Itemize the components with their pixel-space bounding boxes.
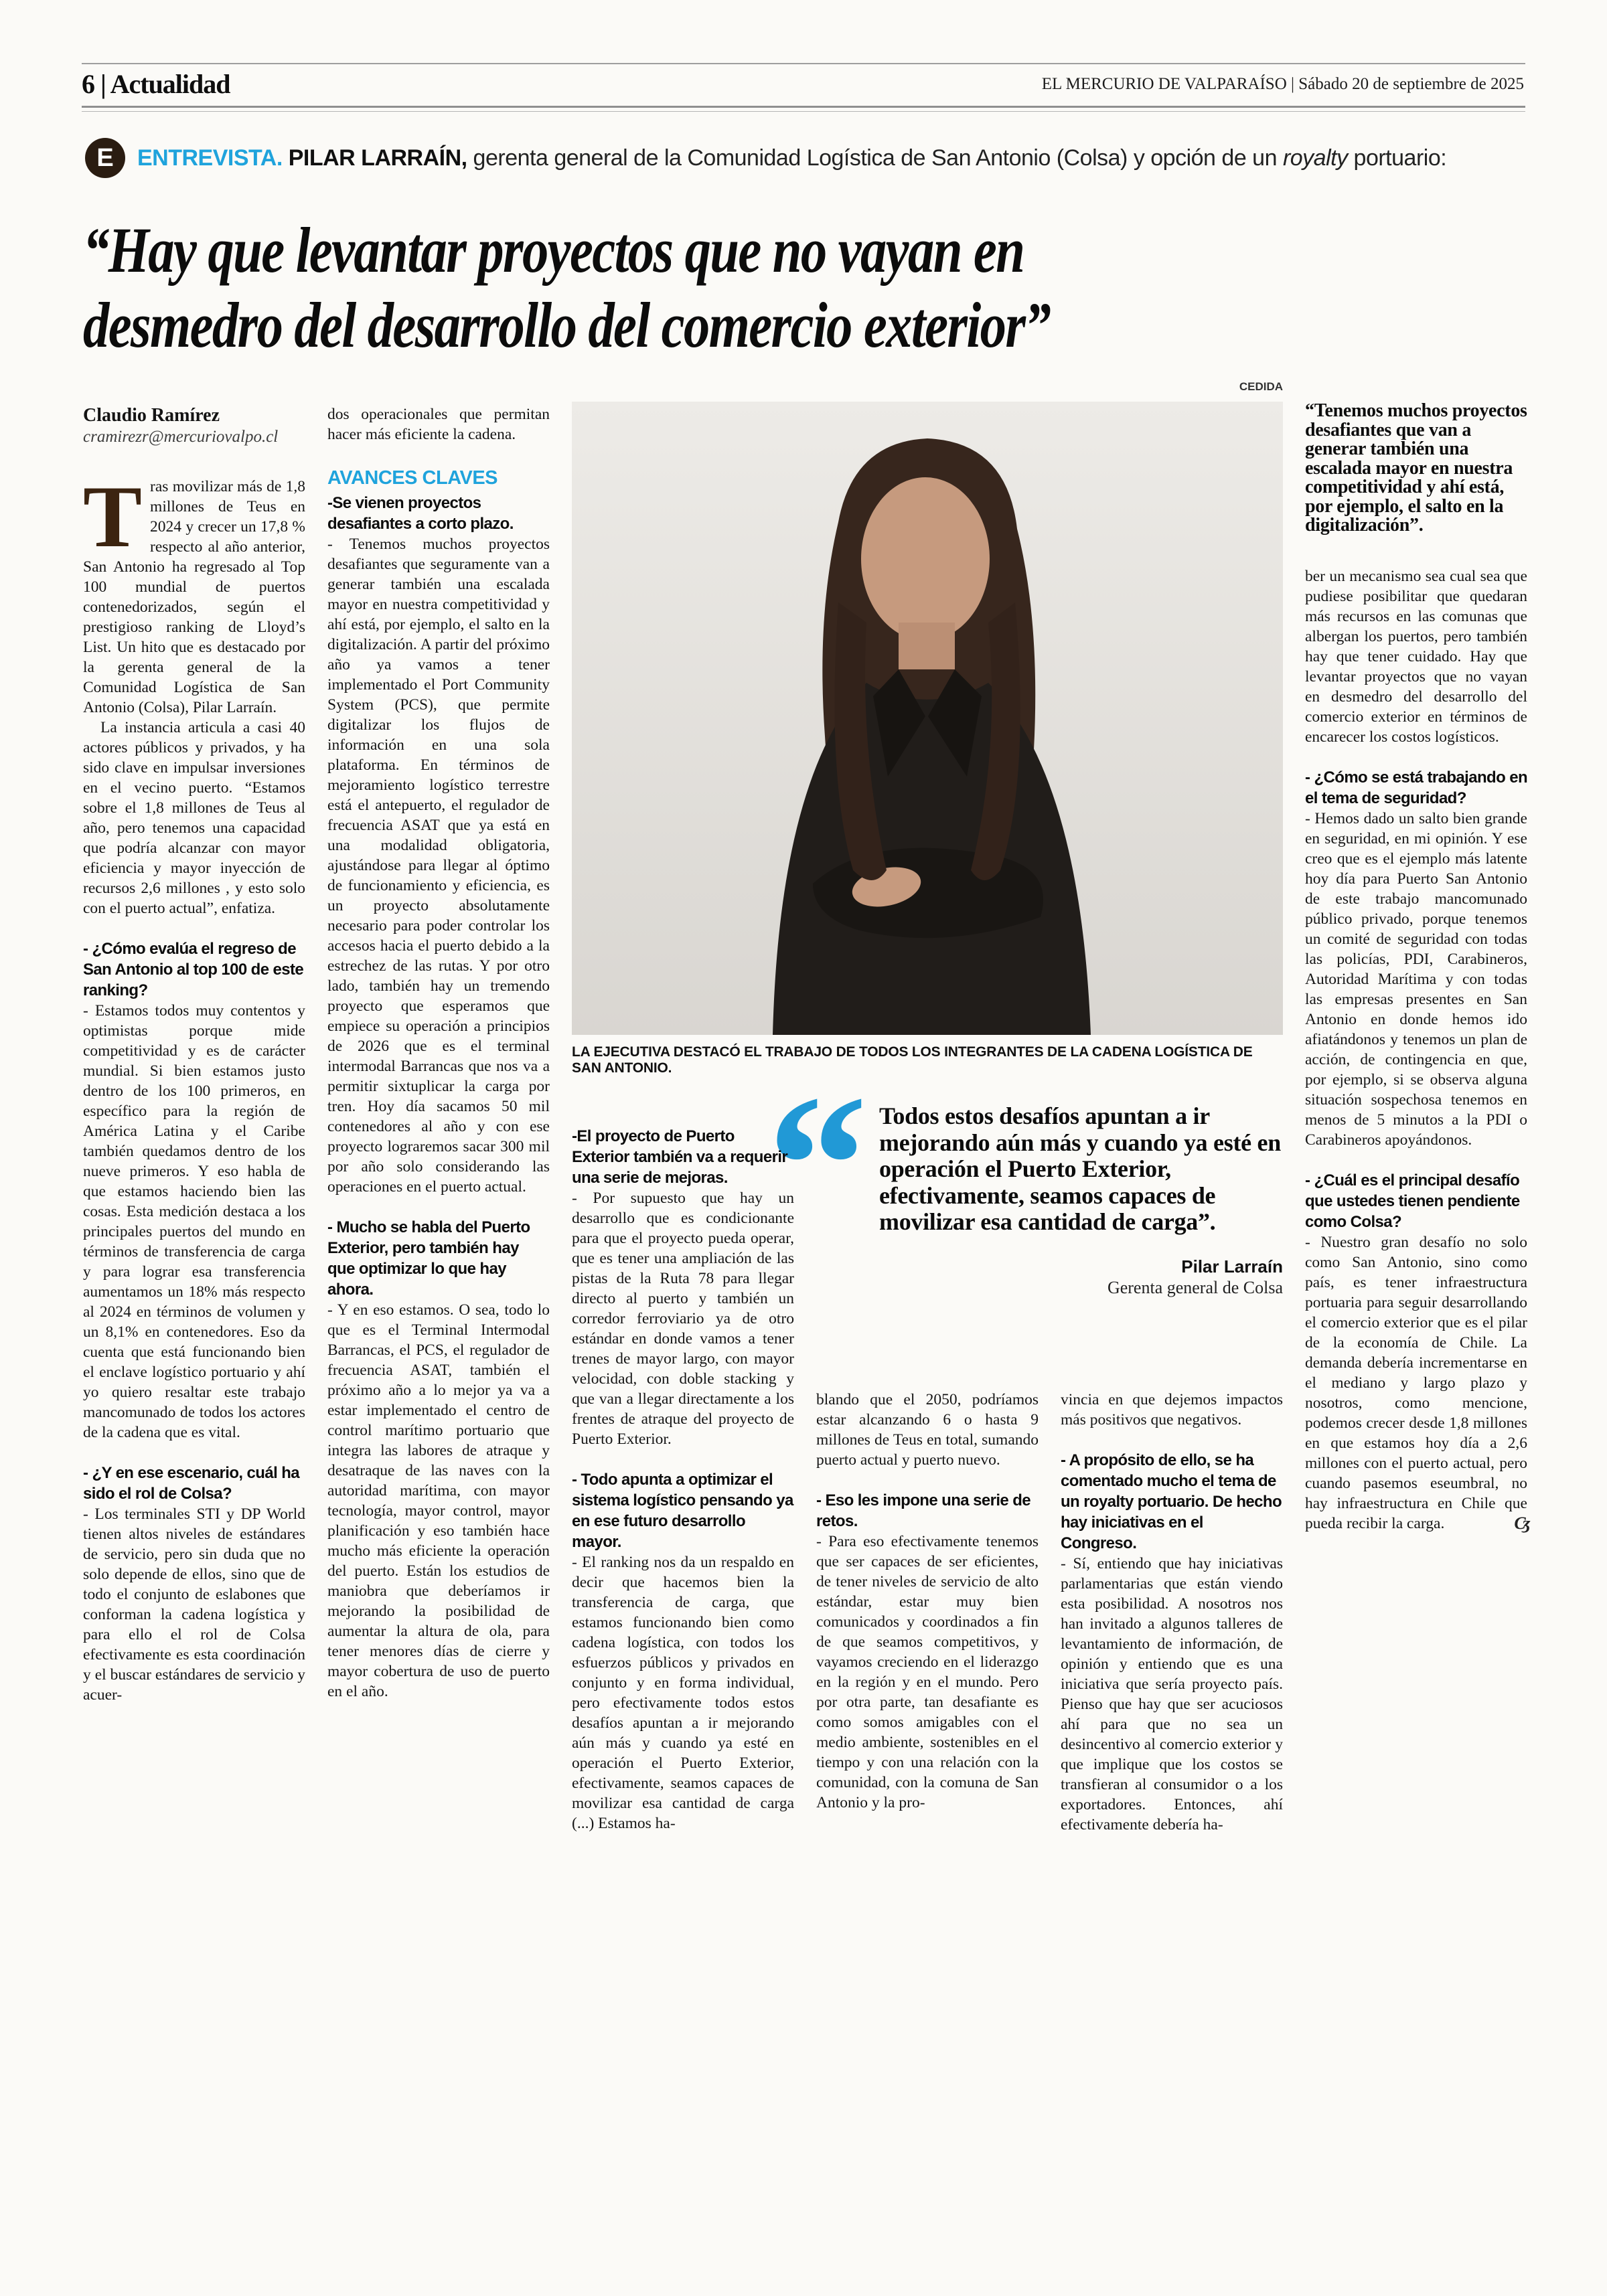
paragraph: vincia en que dejemos impactos más positivos que negativos.: [1061, 1391, 1283, 1428]
edition-dateline: EL MERCURIO DE VALPARAÍSO | Sábado 20 de septiembre de 2025: [1041, 75, 1524, 93]
interview-question: - Mucho se habla del Puerto Exterior, pero también hay que optimizar lo que hay ahora.: [327, 1218, 530, 1299]
badge-letter: E: [96, 143, 114, 172]
kicker-royalty-italic: royalty: [1282, 145, 1348, 171]
paragraph: - Para eso efectivamente tenemos que ser capaces de ser eficientes, de tener niveles de servicio de alto estándar, estar muy bien comunicados y coordinados a fin de que seamos competitivos, y vayamos creciendo en el liderazgo en la región y en el mundo. Pero por otra parte, tan desafiante es como somos amigables con el medio ambiente, sostenibles en el tiempo y con una relación con la comunidad, con la comuna de San Antonio y la pro-: [816, 1533, 1039, 1811]
paragraph: dos operacionales que permitan hacer más eficiente la cadena.: [327, 406, 550, 443]
interview-question: - ¿Cómo se está trabajando en el tema de seguridad?: [1305, 768, 1528, 807]
paragraph: Tras movilizar más de 1,8 millones de Teus en 2024 y crecer un 17,8 % respecto al año anterior, San Antonio ha regresado al Top 100 mundial de puertos contenedorizados, según el prestigioso ranking de Lloyd’s List. Un hito que es destacado por la gerenta general de la Comunidad Logística de San Antonio (Colsa), Pilar Larraín.: [83, 467, 305, 716]
column-3: [572, 1106, 794, 1833]
interview-question: - Todo apunta a optimizar el sistema logístico pensando ya en ese futuro desarrollo mayor.: [572, 1471, 793, 1551]
interview-question: -Se vienen proyectos desafiantes a corto plazo.: [327, 494, 514, 533]
kicker: [85, 138, 1446, 178]
column-5: [1061, 1390, 1283, 1835]
paragraph: - El ranking nos da un respaldo en decir que hacemos bien la transferencia de carga, que estamos funcionando bien como cadena logística, con todos los esfuerzos públicos y privados en conjunto y en forma individual, pero efectivamente todos estos desafíos apuntan a ir mejorando aún más y cuando ya esté en operación el Puerto Exterior, efectivamente, seamos capaces de movilizar esa cantidad de carga (...) Estamos ha-: [572, 1554, 794, 1832]
column-4: [816, 1390, 1039, 1813]
divider-rule: [82, 106, 1525, 108]
interview-question: - A propósito de ello, se ha comentado mucho el tema de un royalty portuario. De hecho hay iniciativas en el Congreso.: [1061, 1451, 1282, 1552]
byline-email: cramirezr@mercuriovalpo.cl: [83, 428, 279, 446]
headline-line1: “Hay que levantar proyectos que no vayan en: [83, 214, 1024, 286]
section-subhead: AVANCES CLAVES: [327, 467, 498, 489]
center-pull-quote-text: Todos estos desafíos apuntan a ir mejorando aún más y cuando ya esté en operación el Puerto Exterior, efectivamente, seamos capaces de movilizar esa cantidad de carga”.: [879, 1102, 1281, 1235]
interview-question: - Eso les impone una serie de retos.: [816, 1491, 1031, 1530]
column-1: [83, 404, 305, 1705]
paragraph: - Y en eso estamos. O sea, todo lo que es el Terminal Intermodal Barrancas, el PCS, el regulador de frecuencia ASAT, también el próximo año a lo mejor ya va a estar implementado el centro de control marítimo portuario que integra las labores de atraque y desatraque de las naves con la autoridad marítima, con mayor tecnología, mayor control, mayor planificación y eso también hace mucho más eficiente la operación del puerto. Están los estudios de maniobra que deberíamos ir mejorando la posibilidad de aumentar la altura de ola, para tener menores días de cierre y mayor cobertura de uso de puerto en el año.: [327, 1301, 550, 1700]
drop-cap: T: [83, 467, 143, 566]
center-pull-quote: [767, 1054, 1283, 1299]
kicker-name: PILAR LARRAÍN,: [282, 145, 467, 171]
end-mark-icon: Cʒ: [1514, 1513, 1527, 1533]
paragraph: - Estamos todos muy contentos y optimistas porque mide competitividad y es de carácter mundial. Si bien estamos justo dentro de los 100 primeros, en específico para la región de América Latina y el Caribe también quedamos dentro de los nueve primeros. Y eso habla de que estamos haciendo bien las cosas. Esta medición destaca a los principales puertos del mundo en términos de transferencia de carga y para lograr esa transferencia aumentamos un 18% más respecto al 2024 en términos de volumen y un 8,1% en contenedores. Eso da cuenta que está funcionando bien el enclave logístico portuario y ahí yo quiero resaltar este trabajo mancomunado de todos los actores de la cadena que es vital.: [83, 1002, 305, 1441]
divider-rule-thin: [82, 111, 1525, 112]
portrait-illustration: [572, 402, 1283, 1035]
headline-line2: desmedro del desarrollo del comercio exterior”: [83, 289, 1051, 361]
paragraph: - Hemos dado un salto bien grande en seguridad, en mi opinión. Y ese creo que es el ejemplo más latente hoy día para Puerto San Antonio de este trabajo mancomunado público privado, porque tenemos un comité de seguridad con todas las policías, PDI, Carabineros, Autoridad Marítima y con todas las empresas presentes en San Antonio en donde hemos ido afiatándonos y tenemos un plan de acción, de contingencia en que, por ejemplo, si se observa alguna situación sospechosa tenemos en menos de 5 minutos a la PDI o Carabineros apoyándonos.: [1305, 809, 1527, 1149]
interview-question: -El proyecto de Puerto Exterior también va a requerir una serie de mejoras.: [572, 1127, 788, 1187]
kicker-label: ENTREVISTA.: [137, 145, 283, 171]
column-2: [327, 404, 550, 1702]
interview-question: - ¿Y en ese escenario, cuál ha sido el rol de Colsa?: [83, 1464, 300, 1503]
paragraph: blando que el 2050, podríamos estar alcanzando 6 o hasta 9 millones de Teus en total, sumando puerto actual y puerto nuevo.: [816, 1391, 1039, 1469]
right-pull-quote: “Tenemos muchos proyectos desafiantes que van a generar también una escalada mayor en nuestra competitividad y ahí está, por ejemplo, el salto en la digitalización”.: [1305, 400, 1527, 536]
paragraph: La instancia articula a casi 40 actores públicos y privados, y ha sido clave en impulsar inversiones en el vecino puerto. “Estamos sobre el 1,8 millones de Teus al año, pero tenemos una capacidad que podría alcanzar con mayor eficiencia y mayor inyección de recursos 2,6 millones , y esto solo con el puerto actual”, enfatiza.: [83, 719, 305, 917]
kicker-text: [137, 145, 1446, 171]
byline-author: Claudio Ramírez: [83, 405, 220, 426]
kicker-description-end: portuario:: [1347, 145, 1447, 171]
headline: [83, 213, 1050, 363]
quote-mark-icon: “: [767, 1054, 861, 1276]
photo-caption: LA EJECUTIVA DESTACÓ EL TRABAJO DE TODOS LOS INTEGRANTES DE LA CADENA LOGÍSTICA DE SAN ANTONIO.: [572, 1044, 1253, 1076]
paragraph: - Por supuesto que hay un desarrollo que es condicionante para que el proyecto pueda operar, que es tener una ampliación de las pistas de la Ruta 78 para llegar directo al puerto y también un corredor ferroviario ya de otro estándar en donde vamos a tener trenes de mayor largo, con mayor velocidad, con doble stacking y que van a llegar directamente a los frentes de atraque del proyecto de Puerto Exterior.: [572, 1190, 794, 1448]
kicker-description: gerenta general de la Comunidad Logística de San Antonio (Colsa) y opción de un: [467, 145, 1283, 171]
quote-author-role: Gerenta general de Colsa: [1107, 1277, 1283, 1297]
photo-credit: CEDIDA: [1239, 380, 1283, 393]
quote-author: Pilar Larraín: [1181, 1256, 1283, 1277]
paragraph: - Los terminales STI y DP World tienen altos niveles de estándares de servicio, pero sin duda que no solo depende de ellos, sino que de todo el conjunto de eslabones que conforman la cadena logística y para ello el rol de Colsa efectivamente es esta coordinación y el buscar estándares de servicio y acuer-: [83, 1505, 305, 1704]
paragraph: - Nuestro gran desafío no solo como San Antonio, sino como país, es tener infraestructura portuaria para seguir desarrollando el comercio exterior que es el pilar de la economía de Chile. La demanda debería incrementarse en el mediano y largo plazo y nosotros, como mencione, podemos crecer desde 1,8 millones en que estamos hoy día a 2,6 millones con el puerto actual, pero cuando pasemos eseumbral, no hay infraestructura en Chile que pueda recibir la carga. Cʒ: [1305, 1233, 1527, 1533]
section-title: 6 | Actualidad: [82, 69, 230, 99]
interview-photo: [572, 402, 1283, 1035]
top-rule: [82, 63, 1525, 64]
entrevista-badge-icon: [85, 138, 125, 178]
paragraph: - Tenemos muchos proyectos desafiantes que seguramente van a generar también una escalada mayor en nuestra competitividad y ahí está, por ejemplo, el salto en la digitalización. A partir del próximo año ya vamos a tener implementado el Port Community System (PCS), que permite digitalizar los flujos de información en una sola plataforma. En términos de mejoramiento logístico terrestre está el antepuerto, el regulador de frecuencia ASAT que ya está en una modalidad obligatoria, ajustándose para llegar al óptimo de funcionamiento y eficiencia, es un proyecto absolutamente necesario para poder controlar los accesos hacia el puerto debido a la estrechez de las rutas. Y por otro lado, también hay un tremendo proyecto que esperamos que empiece su operación a principios de 2026 que es el terminal intermodal Barrancas que nos va a permitir sixtuplicar la carga por tren. Hoy día sacamos 50 mil contenedores al año y con ese proyecto lograremos sacar 300 mil por año solo considerando las operaciones en el puerto actual.: [327, 536, 550, 1196]
paragraph: ber un mecanismo sea cual sea que pudiese posibilitar que quedaran más recursos en las comunas que albergan los puertos, pero también hay que tener cuidado. Hay que levantar proyectos que no vayan en desmedro del desarrollo del comercio exterior en términos de encarecer los costos logísticos.: [1305, 567, 1527, 746]
paragraph: - Sí, entiendo que hay iniciativas parlamentarias que están viendo esta posibilidad. A nosotros nos han invitado a algunos talleres de levantamiento de información, de opinión y entiendo que es una iniciativa que sería proyecto país. Pienso que hay que ser acuciosos ahí para que no sea un desincentivo al comercio exterior y que implique que los costos se transfieran al consumidor o a los exportadores. Entonces, ahí efectivamente debería ha-: [1061, 1555, 1283, 1833]
interview-question: - ¿Cuál es el principal desafío que ustedes tienen pendiente como Colsa?: [1305, 1171, 1520, 1231]
column-6: [1305, 402, 1527, 1534]
interview-question: - ¿Cómo evalúa el regreso de San Antonio al top 100 de este ranking?: [83, 940, 304, 999]
